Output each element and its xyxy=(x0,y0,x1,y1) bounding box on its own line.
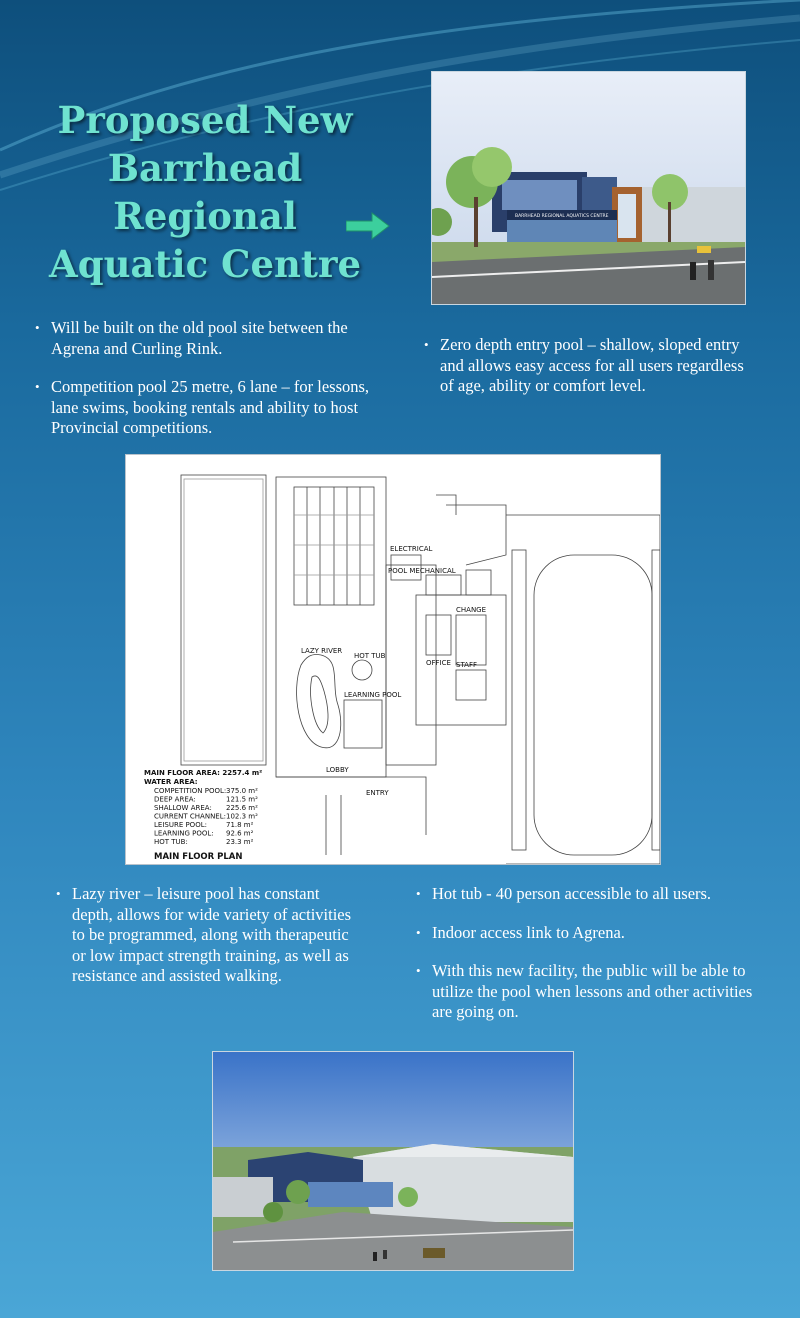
title-line-2: Barrhead xyxy=(107,146,303,190)
floor-area-heading: MAIN FLOOR AREA: 2257.4 m² xyxy=(144,769,263,777)
room-label: LOBBY xyxy=(326,766,349,774)
room-label: ENTRY xyxy=(366,789,389,797)
area-label: DEEP AREA: xyxy=(154,795,196,804)
list-item: • Lazy river – leisure pool has constant depth, allows for wide variety of activities to be programmed, along with therapeutic or low impact strength training, as well as resistance and assisted walking. xyxy=(56,884,356,987)
title-line-3: Regional xyxy=(113,194,297,238)
list-item: • Hot tub - 40 person accessible to all users. xyxy=(416,884,761,905)
list-item: • Indoor access link to Agrena. xyxy=(416,923,761,944)
area-value: 23.3 m² xyxy=(226,838,254,846)
list-item: • Competition pool 25 metre, 6 lane – for lessons, lane swims, booking rentals and ability to host Provincial competitions. xyxy=(35,377,390,439)
room-label: LAZY RIVER xyxy=(301,647,343,655)
area-value: 225.6 m² xyxy=(226,804,258,812)
bullet-list-top-right xyxy=(424,335,744,415)
building-sign-text: BARRHEAD REGIONAL AQUATICS CENTRE xyxy=(515,214,609,219)
area-value: 102.3 m² xyxy=(226,812,258,821)
room-label: CHANGE xyxy=(456,606,487,614)
room-label: POOL MECHANICAL xyxy=(388,567,456,575)
list-item: • Zero depth entry pool – shallow, sloped entry and allows easy access for all users regardless of age, ability or comfort level. xyxy=(424,335,744,397)
aerial-rendering-photo xyxy=(212,1051,574,1271)
bullet-list-bottom-right xyxy=(416,884,761,1041)
water-area-heading: WATER AREA: xyxy=(144,778,198,786)
area-value: 375.0 m² xyxy=(226,787,258,795)
page-title xyxy=(40,96,370,288)
bullet-list-bottom-left xyxy=(56,884,356,1005)
title-line-4: Aquatic Centre xyxy=(48,242,362,286)
floor-plan-image xyxy=(125,454,661,865)
list-item: • Will be built on the old pool site between the Agrena and Curling Rink. xyxy=(35,318,390,359)
room-label: LEARNING POOL xyxy=(344,691,402,699)
area-label: LEARNING POOL: xyxy=(154,829,214,838)
arrow-right-icon xyxy=(346,212,390,240)
bullet-list-top-left xyxy=(35,318,390,457)
area-value: 121.5 m² xyxy=(226,795,258,804)
floor-plan-caption: MAIN FLOOR PLAN xyxy=(154,852,243,862)
area-label: CURRENT CHANNEL: xyxy=(154,812,226,821)
room-label: STAFF xyxy=(456,661,478,669)
area-label: HOT TUB: xyxy=(154,838,188,846)
room-label: ELECTRICAL xyxy=(390,545,433,553)
area-value: 92.6 m² xyxy=(226,829,254,838)
area-label: COMPETITION POOL: xyxy=(154,787,227,795)
area-label: SHALLOW AREA: xyxy=(154,804,212,812)
room-label: HOT TUB xyxy=(354,652,386,660)
list-item: • With this new facility, the public will be able to utilize the pool when lessons and other activities are going on. xyxy=(416,961,761,1023)
area-label: LEISURE POOL: xyxy=(154,821,207,829)
exterior-rendering-photo xyxy=(431,71,746,305)
area-value: 71.8 m² xyxy=(226,821,254,829)
room-label: OFFICE xyxy=(426,659,451,667)
title-line-1: Proposed New xyxy=(57,98,353,142)
